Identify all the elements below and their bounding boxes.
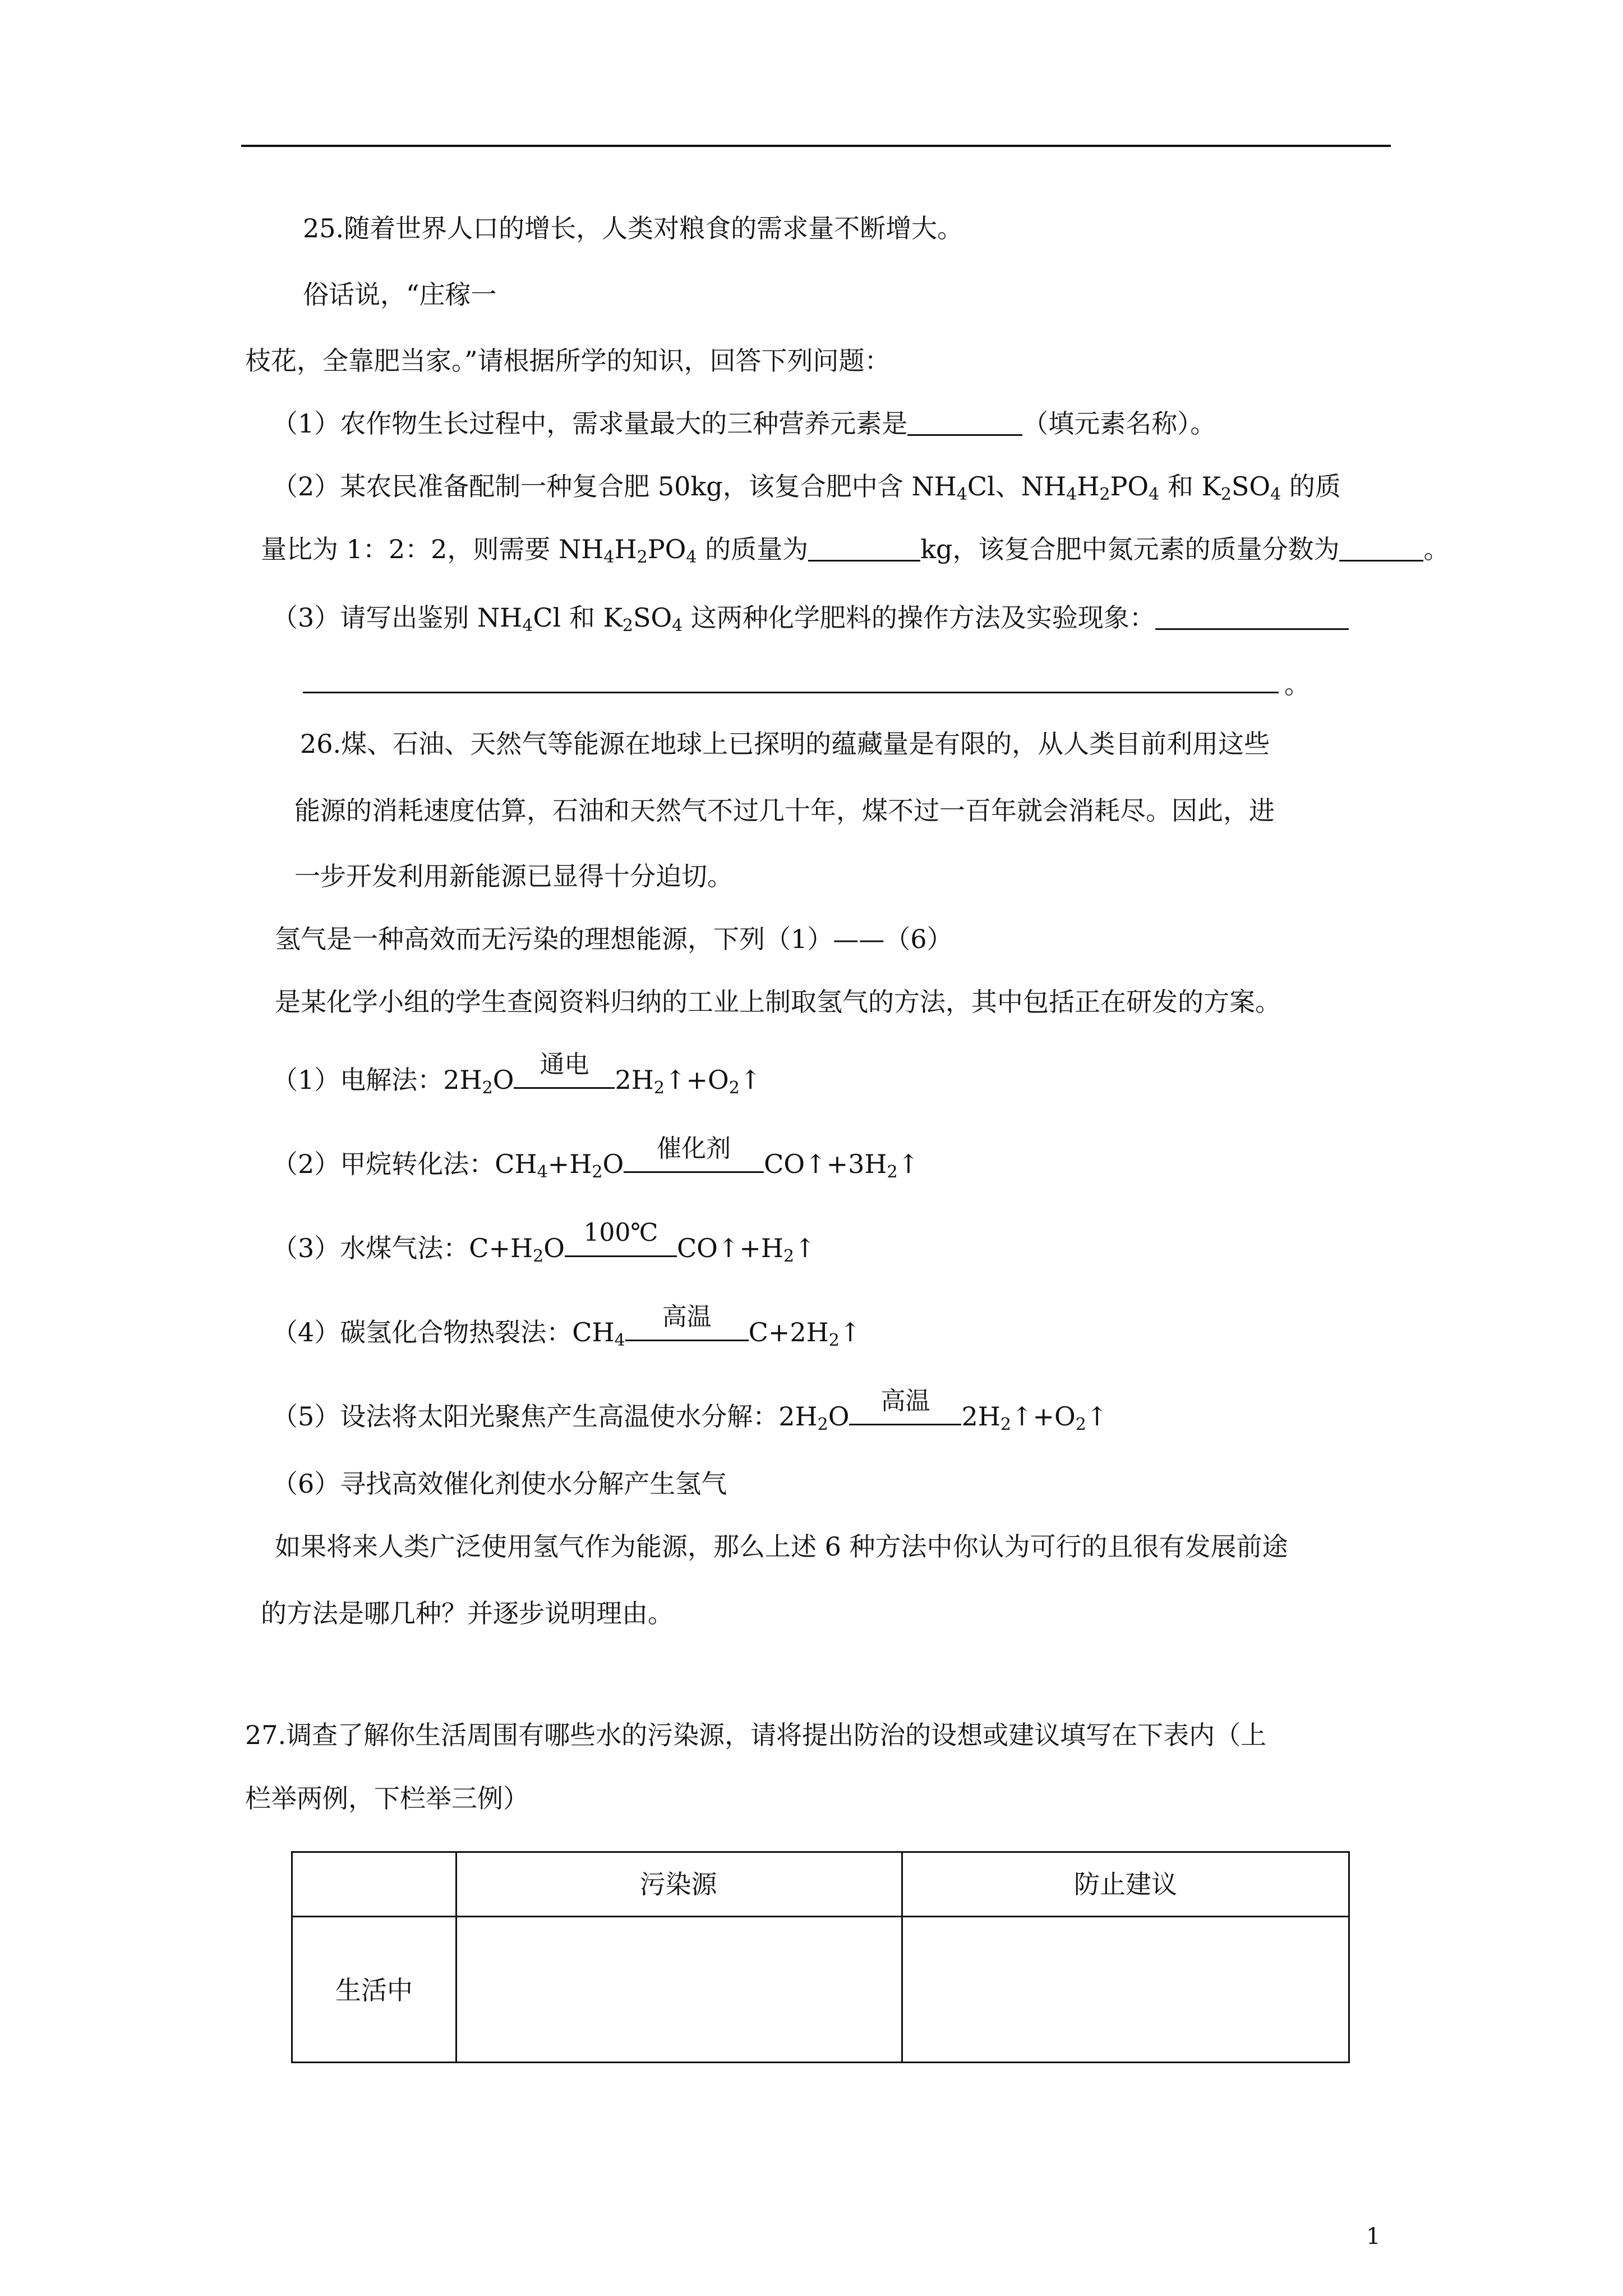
method-label: （5）设法将太阳光聚焦产生高温使水分解：2H <box>272 1401 818 1432</box>
q25-part3-text: （3）请写出鉴别 NH <box>272 602 523 633</box>
subscript: 2 <box>1099 485 1110 504</box>
q25-part3-answer-blank[interactable] <box>1155 606 1349 630</box>
subscript: 2 <box>637 547 648 567</box>
formula-text: O <box>543 1233 565 1263</box>
subscript: 2 <box>828 1331 840 1350</box>
q25-nitrogen-fraction-blank[interactable] <box>1339 537 1423 562</box>
q26-question-line2: 的方法是哪几种？并逐步说明理由。 <box>261 1598 674 1628</box>
formula-text: O <box>602 1149 624 1179</box>
q25-intro-line2: 俗话说，“庄稼一 <box>303 279 497 310</box>
subscript: 4 <box>956 485 967 504</box>
q25-intro-line3: 枝花，全靠肥当家。”请根据所学的知识，回答下列问题： <box>245 346 891 376</box>
q25-mass-answer-blank[interactable] <box>808 537 920 562</box>
formula-text: ↑ <box>839 1317 861 1347</box>
q25-part2-text: kg，该复合肥中氮元素的质量分数为 <box>920 534 1340 564</box>
period: 。 <box>1423 534 1450 564</box>
formula-text: 2H <box>615 1065 654 1095</box>
reaction-condition: 催化剂 <box>657 1134 731 1163</box>
formula-text: CO↑+3H <box>764 1149 887 1179</box>
table-row-label-daily-life: 生活中 <box>335 1975 413 2005</box>
reaction-condition: 100℃ <box>583 1218 658 1247</box>
formula-text: ↑ <box>739 1065 762 1095</box>
formula-text: CO↑+H <box>676 1233 784 1263</box>
method-label: （3）水煤气法：C+H <box>272 1233 533 1263</box>
q26-intro-line5: 是某化学小组的学生查阅资料归纳的工业上制取氢气的方法，其中包括正在研发的方案。 <box>275 987 1281 1017</box>
formula-text: PO <box>647 534 686 564</box>
q25-part3-end: 。 <box>1284 669 1310 700</box>
reaction-condition-arrow <box>514 1050 615 1089</box>
q26-intro-line2: 能源的消耗速度估算，石油和天然气不过几十年，煤不过一百年就会消耗尽。因此，进 <box>294 795 1275 826</box>
formula-text: 2H <box>961 1401 1000 1432</box>
formula-text: PO <box>1110 471 1149 501</box>
formula-text: +H <box>547 1149 592 1179</box>
q26-method3 <box>272 1218 816 1266</box>
formula-text: 的质 <box>1281 471 1341 501</box>
pollution-table <box>291 1851 1350 2063</box>
subscript: 2 <box>622 616 633 636</box>
subscript: 2 <box>887 1162 898 1182</box>
q25-part3 <box>272 601 1349 634</box>
formula-text: Cl 和 K <box>533 602 623 633</box>
subscript: 2 <box>1220 485 1232 504</box>
subscript: 4 <box>1270 485 1281 504</box>
page-number: 1 <box>1366 2224 1381 2249</box>
formula-text: O <box>492 1065 514 1095</box>
q26-intro-line4: 氢气是一种高效而无污染的理想能源，下列（1）——（6） <box>275 924 953 954</box>
table-header-prevention: 防止建议 <box>1074 1869 1177 1899</box>
q25-part2-text: 量比为 1：2：2，则需要 NH <box>261 534 604 564</box>
q25-intro-line1: 25.随着世界人口的增长，人类对粮食的需求量不断增大。 <box>303 213 963 243</box>
method-label: （1）电解法：2H <box>272 1065 482 1095</box>
formula-text: ↑ <box>1086 1401 1108 1432</box>
formula-text: H <box>614 534 637 564</box>
subscript: 4 <box>522 616 533 636</box>
q25-part2-line1 <box>272 470 1341 503</box>
table-cell-pollution-source[interactable] <box>455 1917 901 2063</box>
q25-part1-answer-blank[interactable] <box>907 412 1022 436</box>
subscript: 4 <box>537 1162 548 1182</box>
table-header-pollution-source: 污染源 <box>639 1869 717 1899</box>
q27-intro-line2: 栏举两例，下栏举三例） <box>245 1783 529 1814</box>
reaction-condition-arrow <box>565 1218 677 1257</box>
formula-text: O <box>828 1401 850 1432</box>
q25-part3-text: 这两种化学肥料的操作方法及实验现象： <box>683 602 1155 633</box>
reaction-condition-arrow <box>849 1387 961 1425</box>
formula-text: H <box>1077 471 1100 501</box>
subscript: 4 <box>1149 485 1160 504</box>
formula-text: Cl、NH <box>967 471 1067 501</box>
subscript: 2 <box>592 1162 603 1182</box>
q25-part1-suffix: （填元素名称）。 <box>1022 408 1216 439</box>
q25-part2-line2 <box>261 532 1449 566</box>
subscript: 2 <box>653 1078 665 1098</box>
subscript: 2 <box>533 1246 544 1266</box>
formula-text: ↑ <box>897 1149 920 1179</box>
q26-method1 <box>272 1050 762 1098</box>
subscript: 4 <box>1066 485 1077 504</box>
q26-method5 <box>272 1387 1108 1434</box>
formula-text: SO <box>633 602 672 633</box>
q26-method6: （6）寻找高效催化剂使水分解产生氢气 <box>272 1469 727 1499</box>
formula-text: ↑+O <box>1011 1401 1076 1432</box>
method-label: （2）甲烷转化法：CH <box>272 1149 537 1179</box>
subscript: 4 <box>614 1331 625 1350</box>
reaction-condition: 通电 <box>540 1050 589 1079</box>
table-cell-prevention[interactable] <box>901 1917 1350 2063</box>
q26-intro-line3: 一步开发利用新能源已显得十分迫切。 <box>294 861 733 891</box>
subscript: 2 <box>1075 1415 1086 1434</box>
q27-intro-line1: 27.调查了解你生活周围有哪些水的污染源，请将提出防治的设想或建议填写在下表内（上 <box>245 1720 1267 1750</box>
reaction-condition-arrow <box>625 1303 749 1341</box>
q25-part1-text: （1）农作物生长过程中，需求量最大的三种营养元素是 <box>272 408 908 439</box>
q26-question-line1: 如果将来人类广泛使用氢气作为能源，那么上述 6 种方法中你认为可行的且很有发展前途 <box>275 1531 1288 1562</box>
header-rule <box>241 145 1391 147</box>
formula-text: C+2H <box>748 1317 829 1347</box>
formula-text: 和 K <box>1159 471 1221 501</box>
subscript: 2 <box>482 1078 493 1098</box>
method-label: （4）碳氢化合物热裂法：CH <box>272 1317 615 1347</box>
reaction-condition-arrow <box>624 1134 764 1173</box>
q25-part1 <box>272 407 1216 440</box>
reaction-condition: 高温 <box>880 1387 930 1415</box>
q26-intro-line1: 26.煤、石油、天然气等能源在地球上已探明的蕴藏量是有限的，从人类目前利用这些 <box>300 729 1270 759</box>
formula-text: 的质量为 <box>697 534 809 564</box>
subscript: 4 <box>686 547 697 567</box>
q26-method2 <box>272 1134 920 1182</box>
q25-part3-answer-line[interactable] <box>303 692 1279 693</box>
subscript: 2 <box>1000 1415 1011 1434</box>
formula-text: NH <box>911 471 957 501</box>
formula-text: SO <box>1231 471 1271 501</box>
subscript: 4 <box>672 616 683 636</box>
formula-text: ↑ <box>794 1233 816 1263</box>
subscript: 2 <box>817 1415 828 1434</box>
formula-text: ↑+O <box>664 1065 729 1095</box>
subscript: 2 <box>783 1246 795 1266</box>
reaction-condition: 高温 <box>662 1303 712 1331</box>
q26-method4 <box>272 1303 861 1350</box>
subscript: 2 <box>728 1078 740 1098</box>
subscript: 4 <box>603 547 615 567</box>
q25-part2-text: （2）某农民准备配制一种复合肥 50kg，该复合肥中含 <box>272 471 912 501</box>
